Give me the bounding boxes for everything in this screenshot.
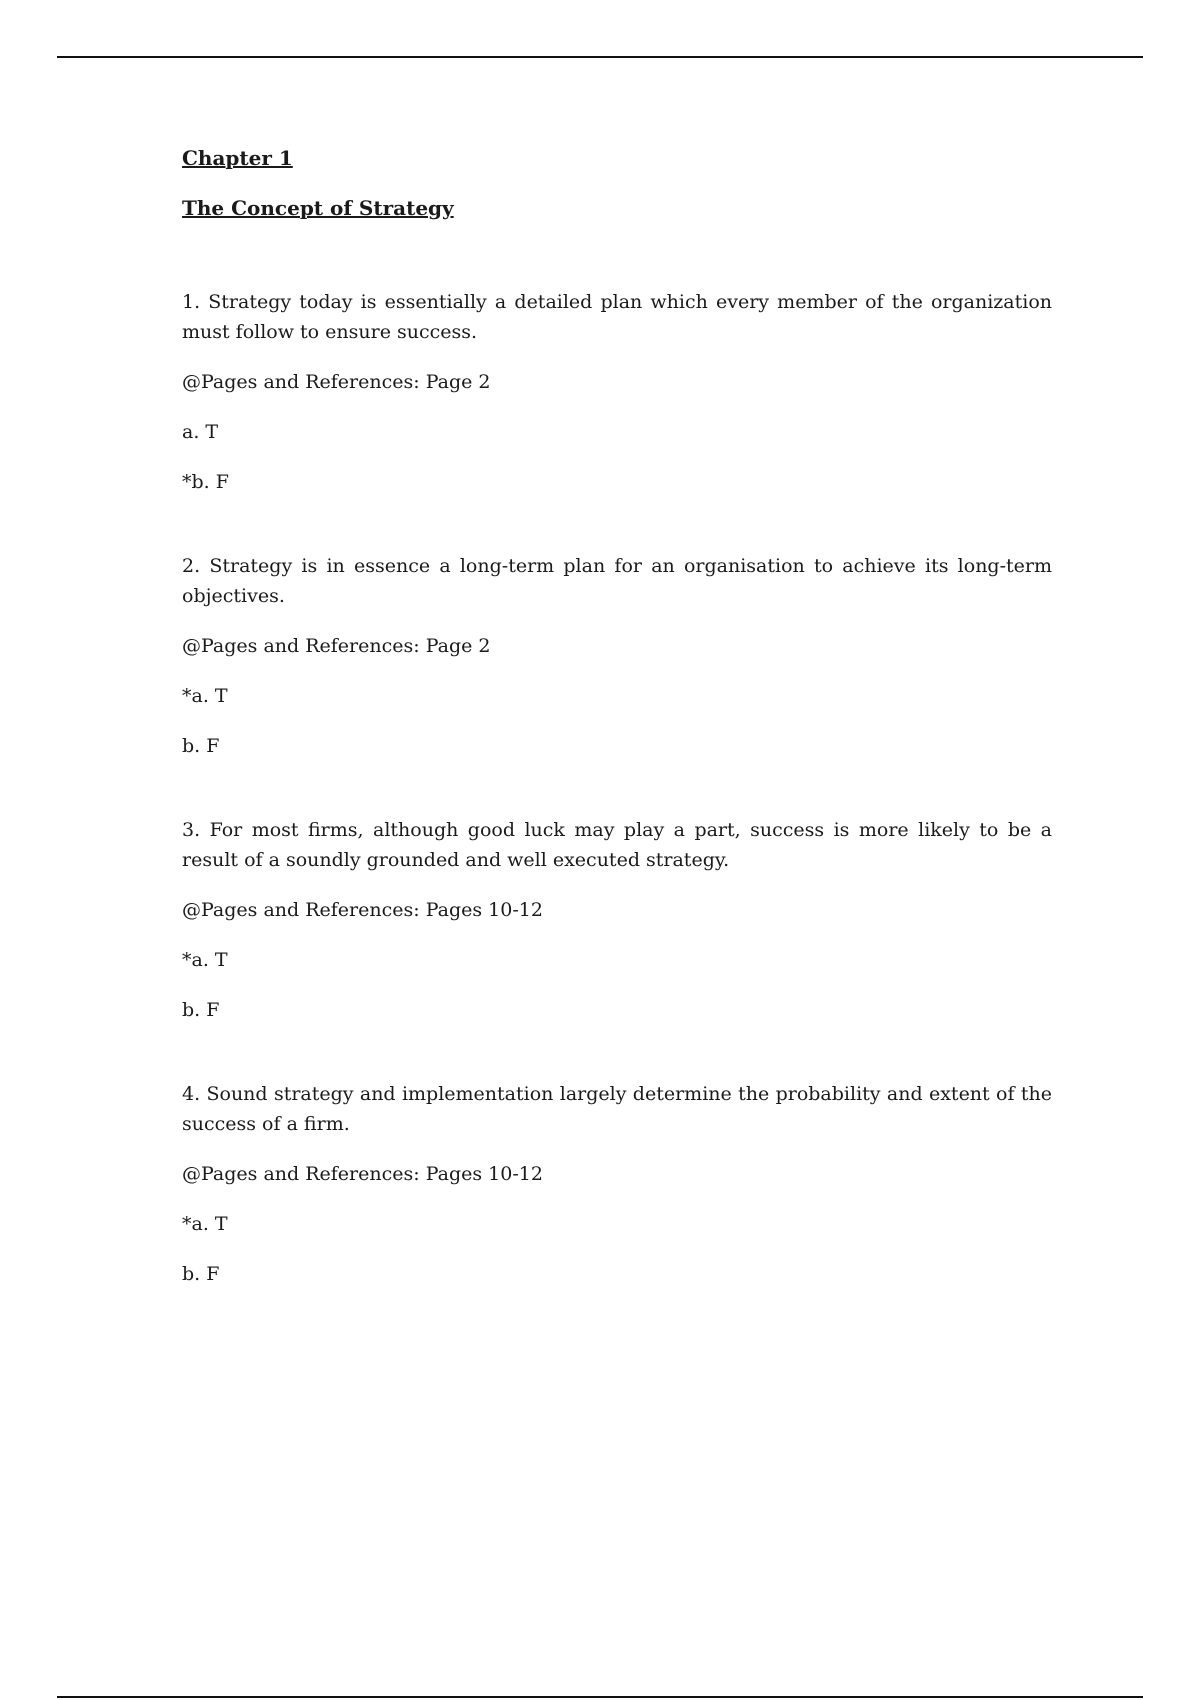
question-2 [182,551,1052,761]
question-4 [182,1079,1052,1289]
question-3 [182,815,1052,1025]
answer-option-b: b. F [182,735,220,757]
chapter-heading: Chapter 1 [182,146,293,170]
answer-option-b: b. F [182,999,220,1021]
page-reference: @Pages and References: Page 2 [182,371,491,393]
bottom-divider [57,1696,1143,1698]
chapter-title: The Concept of Strategy [182,196,454,220]
question-text: 2. Strategy is in essence a long-term plan for an organisation to achieve its long-term objectives. [182,555,1052,607]
page-reference: @Pages and References: Pages 10-12 [182,899,543,921]
question-text: 4. Sound strategy and implementation largely determine the probability and extent of the success of a firm. [182,1083,1052,1135]
answer-option-a: *a. T [182,949,228,971]
question-1 [182,287,1052,497]
question-text: 1. Strategy today is essentially a detailed plan which every member of the organization must follow to ensure success. [182,291,1052,343]
question-text: 3. For most firms, although good luck may play a part, success is more likely to be a result of a soundly grounded and well executed strategy. [182,819,1052,871]
answer-option-a: a. T [182,421,219,443]
top-divider [57,56,1143,58]
answer-option-a: *a. T [182,685,228,707]
page-reference: @Pages and References: Page 2 [182,635,491,657]
answer-option-b: b. F [182,1263,220,1285]
question-list [182,287,1052,1289]
document-body [182,143,1052,1343]
page-reference: @Pages and References: Pages 10-12 [182,1163,543,1185]
answer-option-b: *b. F [182,471,229,493]
answer-option-a: *a. T [182,1213,228,1235]
